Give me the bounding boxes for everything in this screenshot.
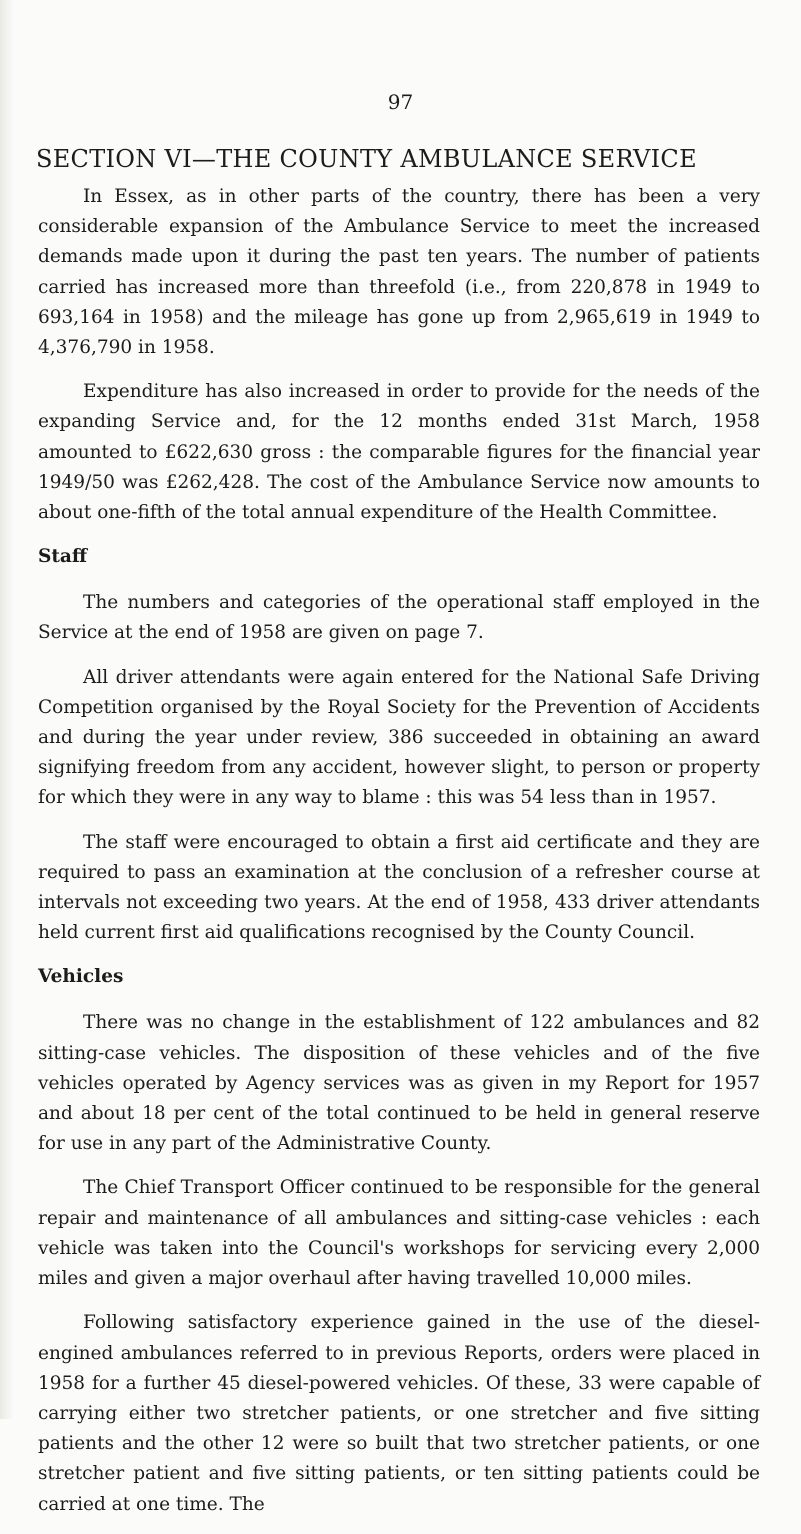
staff-heading: Staff bbox=[38, 546, 88, 568]
intro-paragraph-2: Expenditure has also increased in order to provide for the needs of the expanding Service and, for the 12 months ended 31st March, 1958 amounted to £622,630 gross : the comparable figures for the financial year 1949/50 was £262,428. The cost of the Ambulance Service now amounts to about one-fifth of the total annual expenditure of the Health Committee. bbox=[38, 381, 760, 524]
vehicles-heading: Vehicles bbox=[38, 966, 124, 988]
vehicles-paragraph-2: The Chief Transport Officer continued to be responsible for the general repair and maintenance of all ambulances and sitting-case vehicles : each vehicle was taken into the Council's workshops for servicing every 2,000 miles and given a major overhaul after having travelled 10,000 miles. bbox=[38, 1177, 760, 1290]
staff-paragraph-1: The numbers and categories of the operational staff employed in the Service at the end of 1958 are given on page 7. bbox=[38, 592, 760, 644]
intro-paragraph-1: In Essex, as in other parts of the country, there has been a very considerable expansion of the Ambulance Service to meet the increased demands made upon it during the past ten years. The number of patients carried has increased more than threefold (i.e., from 220,878 in 1949 to 693,164 in 1958) and the mileage has gone up from 2,965,619 in 1949 to 4,376,790 in 1958. bbox=[38, 186, 760, 359]
staff-paragraph-2: All driver attendants were again entered for the National Safe Driving Competition organised by the Royal Society for the Prevention of Accidents and during the year under review, 386 succeeded in obtaining an award signifying freedom from any accident, however slight, to person or property for which they were in any way to blame : this was 54 less than in 1957. bbox=[38, 666, 760, 809]
staff-paragraph-3: The staff were encouraged to obtain a first aid certificate and they are required to pass an examination at the conclusion of a refresher course at intervals not exceeding two years. At the end of 1958, 433 driver attendants held current first aid qualifications recognised by the County Council. bbox=[38, 831, 760, 944]
page-binding-edge bbox=[0, 0, 14, 1419]
section-title: SECTION VI—THE COUNTY AMBULANCE SERVICE bbox=[36, 145, 697, 173]
page-number: 97 bbox=[387, 90, 414, 114]
vehicles-paragraph-3: Following satisfactory experience gained in the use of the diesel-engined ambulances referred to in previous Reports, orders were placed in 1958 for a further 45 diesel-powered vehicles. Of these, 33 were capable of carrying either two stretcher patients, or one stretcher and five sitting patients and the other 12 were so built that two stretcher patients, or one stretcher patient and five sitting patients, or ten sitting patients could be carried at one time. The bbox=[38, 1312, 760, 1515]
vehicles-paragraph-1: There was no change in the establishment of 122 ambulances and 82 sitting-case vehicles. The disposition of these vehicles and of the five vehicles operated by Agency services was as given in my Report for 1957 and about 18 per cent of the total continued to be held in general reserve for use in any part of the Administrative County. bbox=[38, 1012, 760, 1155]
document-body bbox=[38, 182, 760, 1534]
